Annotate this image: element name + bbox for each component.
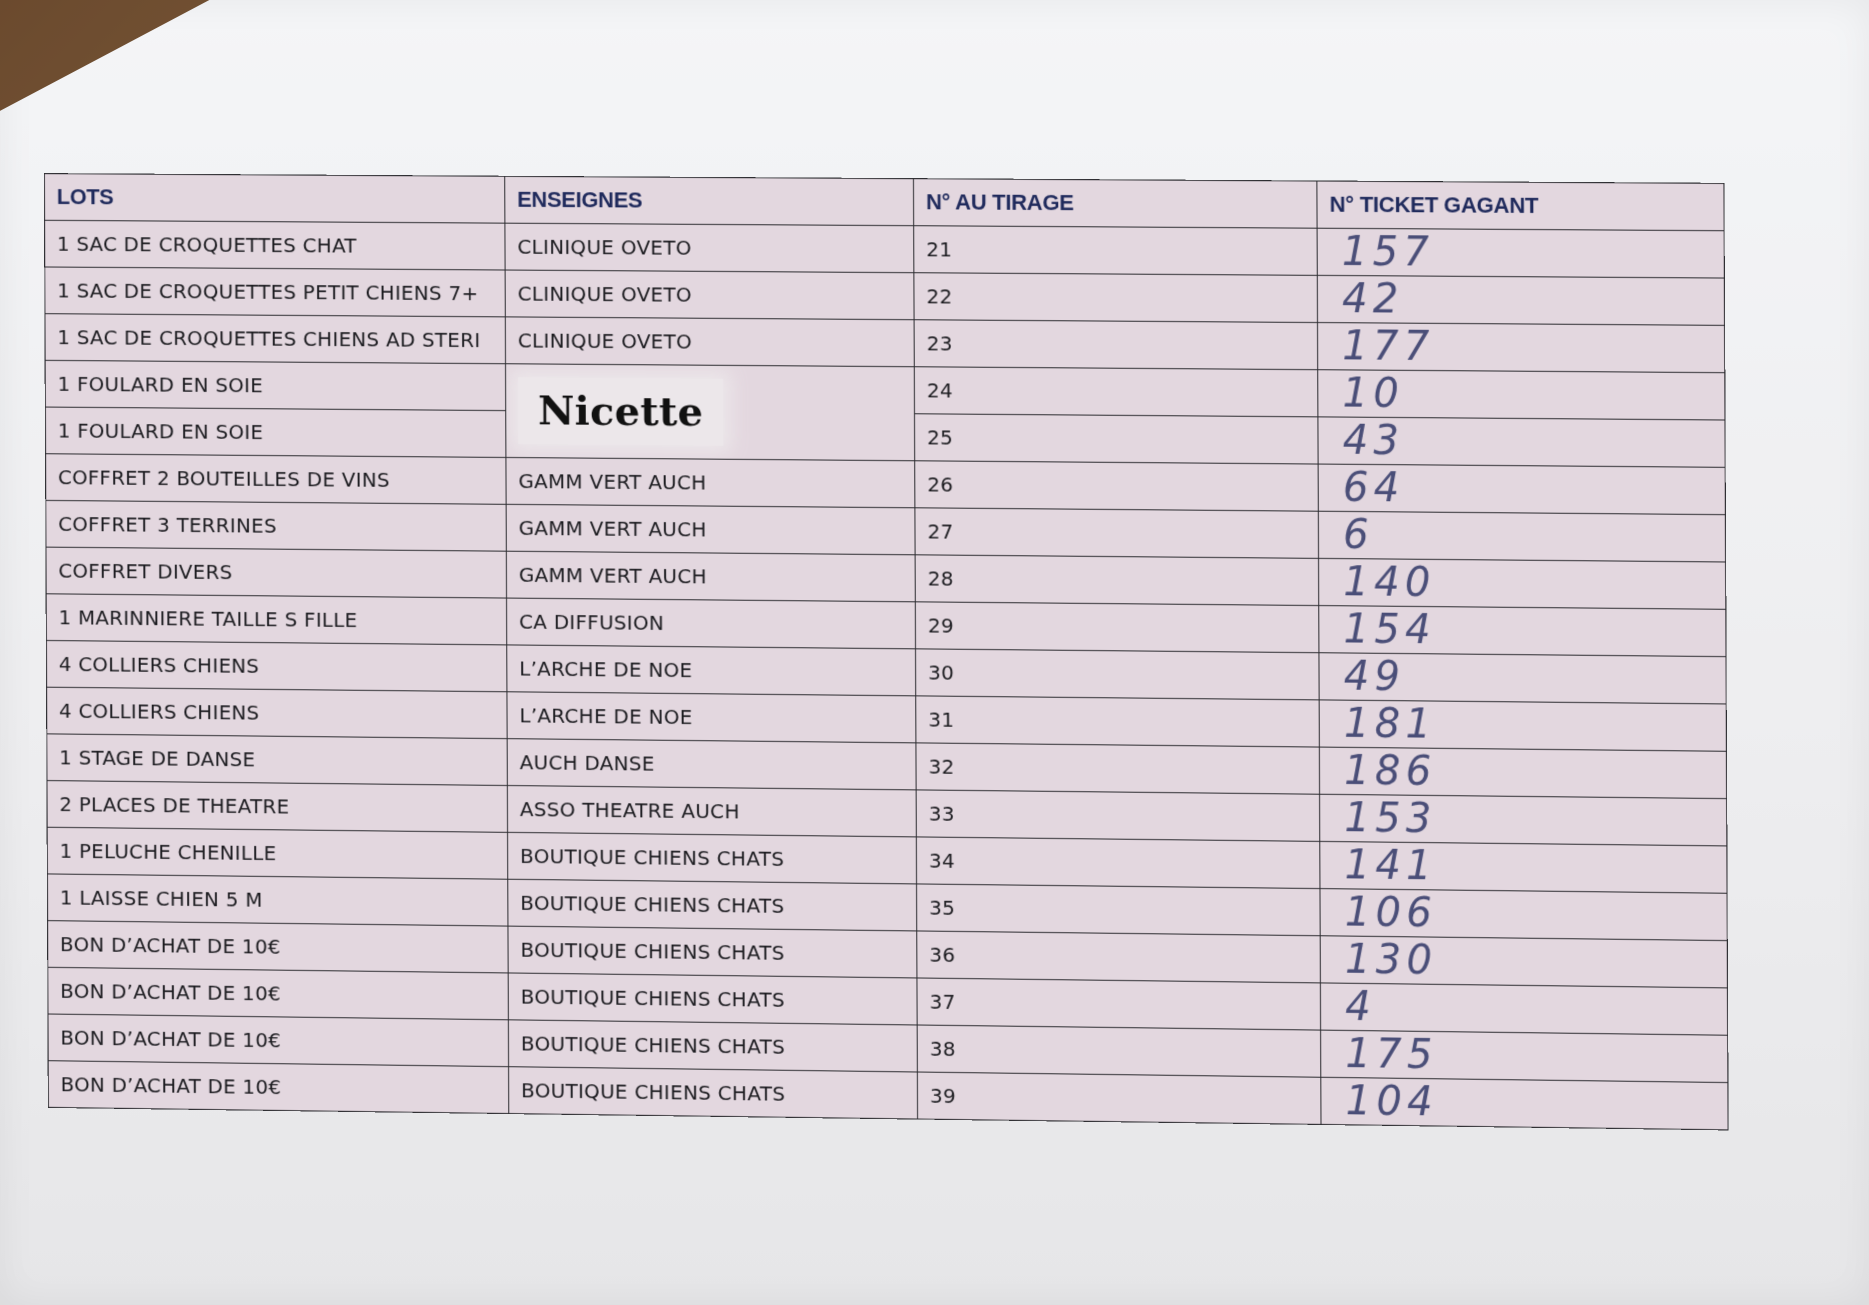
cell-ticket-handwritten: 186: [1319, 747, 1726, 799]
cell-enseigne: L’ARCHE DE NOE: [507, 692, 916, 743]
cell-enseigne: GAMM VERT AUCH: [506, 504, 915, 554]
cell-ticket-handwritten: 181: [1319, 700, 1726, 751]
cell-enseigne-merged: [506, 364, 915, 461]
cell-lot: 4 COLLIERS CHIENS: [47, 687, 508, 738]
cell-ticket-handwritten: 175: [1321, 1030, 1728, 1082]
cell-enseigne: BOUTIQUE CHIENS CHATS: [508, 926, 917, 978]
cell-enseigne: CLINIQUE OVETO: [505, 317, 914, 367]
cell-lot: COFFRET 3 TERRINES: [46, 500, 507, 551]
cell-ticket-handwritten: 42: [1317, 275, 1724, 325]
cell-ticket-handwritten: 130: [1320, 936, 1727, 988]
cell-ticket-handwritten: 140: [1319, 558, 1726, 609]
cell-tirage: 38: [917, 1025, 1321, 1077]
cell-tirage: 36: [917, 931, 1321, 983]
cell-enseigne: AUCH DANSE: [507, 739, 916, 790]
cell-lot: 1 SAC DE CROQUETTES CHIENS AD STERI: [45, 314, 506, 364]
cell-ticket-handwritten: 6: [1318, 511, 1725, 562]
cell-ticket-handwritten: 141: [1320, 841, 1727, 893]
cell-lot: 4 COLLIERS CHIENS: [46, 640, 507, 691]
cell-enseigne: CLINIQUE OVETO: [505, 270, 914, 320]
cell-tirage: 24: [914, 367, 1318, 417]
cell-tirage: 28: [915, 555, 1319, 606]
cell-ticket-handwritten: 177: [1317, 323, 1724, 373]
cell-tirage: 27: [915, 508, 1319, 559]
cell-lot: BON D’ACHAT DE 10€: [48, 1061, 509, 1114]
cell-lot: 1 PELUCHE CHENILLE: [47, 827, 508, 879]
cell-ticket-handwritten: 64: [1318, 464, 1725, 515]
header-lots: LOTS: [44, 174, 505, 224]
cell-ticket-handwritten: 49: [1319, 653, 1726, 704]
cell-tirage: 34: [916, 837, 1320, 889]
cell-lot: 1 LAISSE CHIEN 5 M: [47, 874, 508, 926]
cell-ticket-handwritten: 157: [1317, 228, 1724, 278]
cell-ticket-handwritten: 154: [1319, 606, 1726, 657]
cell-enseigne: ASSO THEATRE AUCH: [507, 786, 916, 837]
cell-enseigne: GAMM VERT AUCH: [506, 551, 915, 602]
cell-ticket-handwritten: 4: [1320, 983, 1727, 1035]
cell-lot: BON D’ACHAT DE 10€: [48, 921, 509, 973]
cell-tirage: 29: [915, 602, 1319, 653]
cell-lot: 2 PLACES DE THEATRE: [47, 781, 508, 833]
header-tirage: N° AU TIRAGE: [913, 179, 1317, 229]
cell-tirage: 23: [914, 320, 1318, 370]
cell-lot: COFFRET DIVERS: [46, 547, 507, 598]
cell-tirage: 22: [914, 273, 1318, 323]
cell-enseigne: BOUTIQUE CHIENS CHATS: [508, 832, 917, 884]
cell-tirage: 30: [916, 649, 1320, 700]
cell-enseigne: BOUTIQUE CHIENS CHATS: [508, 879, 917, 931]
cell-tirage: 31: [916, 696, 1320, 747]
cell-lot: 1 FOULARD EN SOIE: [45, 360, 506, 410]
cell-tirage: 26: [915, 461, 1319, 511]
cell-ticket-handwritten: 43: [1318, 417, 1725, 467]
cell-enseigne: GAMM VERT AUCH: [506, 457, 915, 507]
cell-tirage: 39: [917, 1072, 1321, 1124]
cell-enseigne: CLINIQUE OVETO: [505, 223, 914, 273]
cell-enseigne: BOUTIQUE CHIENS CHATS: [509, 1067, 918, 1119]
cell-lot: BON D’ACHAT DE 10€: [48, 967, 509, 1020]
header-ticket: N° TICKET GAGANT: [1317, 181, 1724, 231]
cell-enseigne: L’ARCHE DE NOE: [507, 645, 916, 696]
cell-ticket-handwritten: 106: [1320, 889, 1727, 941]
cell-enseigne: BOUTIQUE CHIENS CHATS: [508, 973, 917, 1025]
cell-lot: 1 SAC DE CROQUETTES PETIT CHIENS 7+: [45, 267, 506, 317]
cell-lot: COFFRET 2 BOUTEILLES DE VINS: [46, 454, 507, 505]
cell-enseigne: CA DIFFUSION: [507, 598, 916, 649]
cell-enseigne: BOUTIQUE CHIENS CHATS: [508, 1020, 917, 1072]
cell-lot: 1 MARINNIERE TAILLE S FILLE: [46, 594, 507, 645]
table-body: [45, 220, 1729, 1130]
cell-tirage: 37: [917, 978, 1321, 1030]
cell-tirage: 21: [914, 226, 1318, 276]
cell-ticket-handwritten: 10: [1318, 370, 1725, 420]
cell-lot: 1 STAGE DE DANSE: [47, 734, 508, 786]
cell-lot: 1 SAC DE CROQUETTES CHAT: [45, 220, 506, 270]
cell-lot: 1 FOULARD EN SOIE: [45, 407, 506, 457]
cell-ticket-handwritten: 104: [1321, 1077, 1728, 1130]
cell-tirage: 32: [916, 743, 1320, 794]
nicette-label-sticker: Nicette: [518, 377, 723, 445]
results-table-wrapper: [44, 173, 1728, 1127]
cell-tirage: 35: [917, 884, 1321, 936]
cell-tirage: 33: [916, 790, 1320, 842]
cell-lot: BON D’ACHAT DE 10€: [48, 1014, 509, 1067]
cell-ticket-handwritten: 153: [1320, 794, 1727, 846]
header-enseignes: ENSEIGNES: [505, 176, 914, 225]
lottery-results-table: [44, 173, 1729, 1130]
cell-tirage: 25: [914, 414, 1318, 464]
